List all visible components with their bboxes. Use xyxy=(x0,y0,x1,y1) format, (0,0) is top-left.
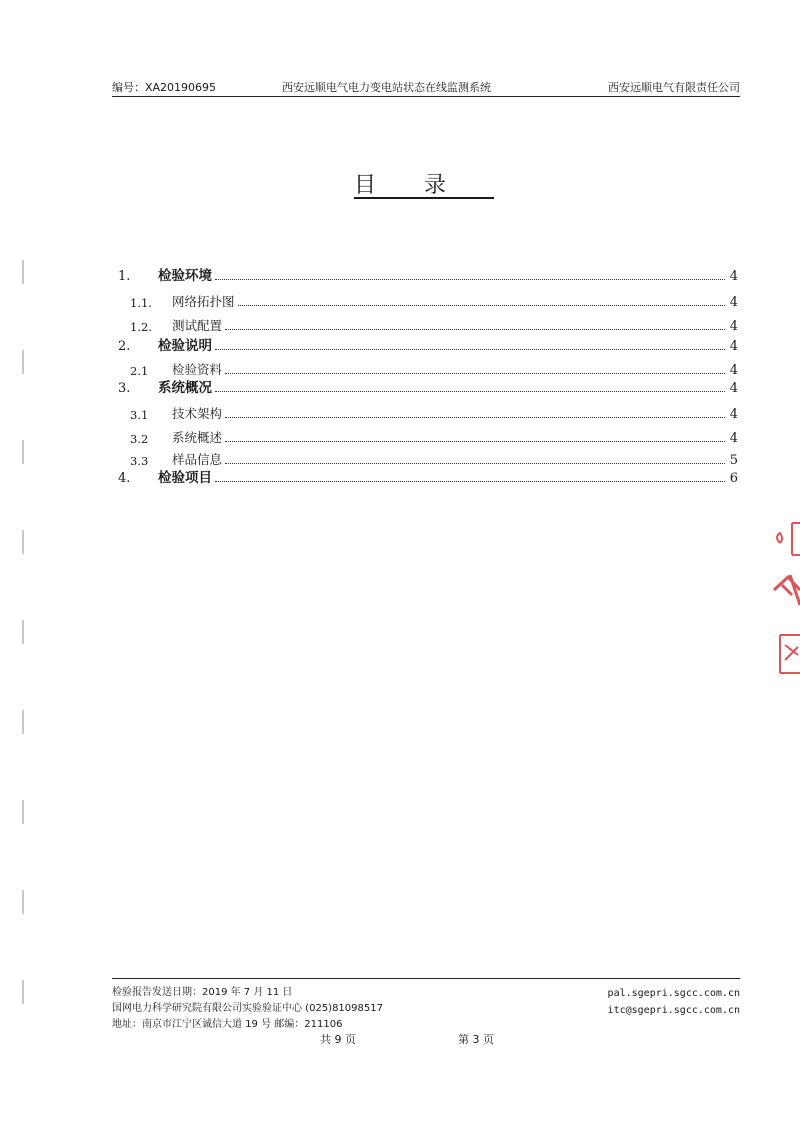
toc-leader-dots xyxy=(225,440,725,442)
toc-entry xyxy=(118,288,738,310)
toc-entry-number: 3.3 xyxy=(130,454,149,468)
toc-leader-dots xyxy=(238,304,725,306)
doc-number: 编号：XA20190695 xyxy=(112,81,217,94)
toc-entry-label: 检验项目 xyxy=(158,470,212,486)
toc-entry-page: 4 xyxy=(729,295,738,310)
toc-entry-page: 4 xyxy=(729,339,738,354)
toc-entry xyxy=(118,262,738,284)
email-address: itc@sgepri.sgcc.com.cn xyxy=(607,1005,740,1016)
binding-holes xyxy=(22,260,28,1040)
toc-entry-page: 4 xyxy=(729,363,738,378)
toc-entry-page: 4 xyxy=(729,407,738,422)
toc-entry-number: 1.1. xyxy=(130,296,152,310)
toc-title-text: 目录 xyxy=(353,173,494,198)
toc-entry xyxy=(118,374,738,396)
toc-entry-page: 4 xyxy=(729,381,738,396)
toc-entry xyxy=(118,400,738,422)
toc-leader-dots xyxy=(215,390,725,392)
current-page: 第 3 页 xyxy=(458,1033,494,1046)
toc-entry-page: 4 xyxy=(729,269,738,284)
toc-entry-label: 系统概况 xyxy=(158,380,212,396)
toc-entry-page: 5 xyxy=(729,453,738,468)
toc-leader-dots xyxy=(215,480,725,482)
web-address: pal.sgepri.sgcc.com.cn xyxy=(607,988,740,999)
toc-entry-number: 1.2. xyxy=(130,320,152,334)
toc-entry-page: 4 xyxy=(729,319,738,334)
toc-entry-label: 样品信息 xyxy=(172,452,223,467)
toc-leader-dots xyxy=(225,416,725,418)
toc-entry xyxy=(118,332,738,354)
toc-entry-number: 4. xyxy=(118,471,131,486)
header-title: 西安远顺电气电力变电站状态在线监测系统 xyxy=(282,81,491,94)
toc-entry-number: 3. xyxy=(118,381,131,396)
red-seal-stamp xyxy=(770,515,800,690)
toc-entry xyxy=(118,424,738,446)
header-company: 西安远顺电气有限责任公司 xyxy=(608,81,740,94)
total-pages: 共 9 页 xyxy=(320,1033,356,1046)
toc-title xyxy=(0,168,800,199)
toc-entry-page: 4 xyxy=(729,431,738,446)
toc-leader-dots xyxy=(225,328,725,330)
toc-leader-dots xyxy=(215,348,725,350)
toc-entry xyxy=(118,312,738,334)
toc-entry-label: 测试配置 xyxy=(172,318,223,333)
send-date: 检验报告发送日期：2019 年 7 月 11 日 xyxy=(112,987,293,998)
toc-entry-label: 系统概述 xyxy=(172,430,223,445)
toc-entry-number: 3.1 xyxy=(130,408,149,422)
toc-entry-number: 1. xyxy=(118,269,131,284)
toc-entry-label: 检验说明 xyxy=(158,338,212,354)
toc-entry-label: 技术架构 xyxy=(172,406,223,421)
toc-entry-number: 2. xyxy=(118,339,131,354)
toc-leader-dots xyxy=(215,278,725,280)
toc-entry-label: 网络拓扑图 xyxy=(172,294,235,309)
page-header xyxy=(112,78,740,97)
toc-entry-page: 6 xyxy=(729,471,738,486)
page-footer xyxy=(112,978,740,1046)
address: 地址：南京市江宁区诚信大道 19 号 邮编：211106 xyxy=(112,1019,343,1030)
toc-entry xyxy=(118,464,738,486)
toc-entry-label: 检验环境 xyxy=(158,268,212,284)
toc-entry-number: 2.1 xyxy=(130,364,149,378)
org-info: 国网电力科学研究院有限公司实验验证中心 (025)81098517 xyxy=(112,1003,383,1014)
toc-entry-number: 3.2 xyxy=(130,432,149,446)
toc-entry-label: 检验资料 xyxy=(172,362,223,377)
